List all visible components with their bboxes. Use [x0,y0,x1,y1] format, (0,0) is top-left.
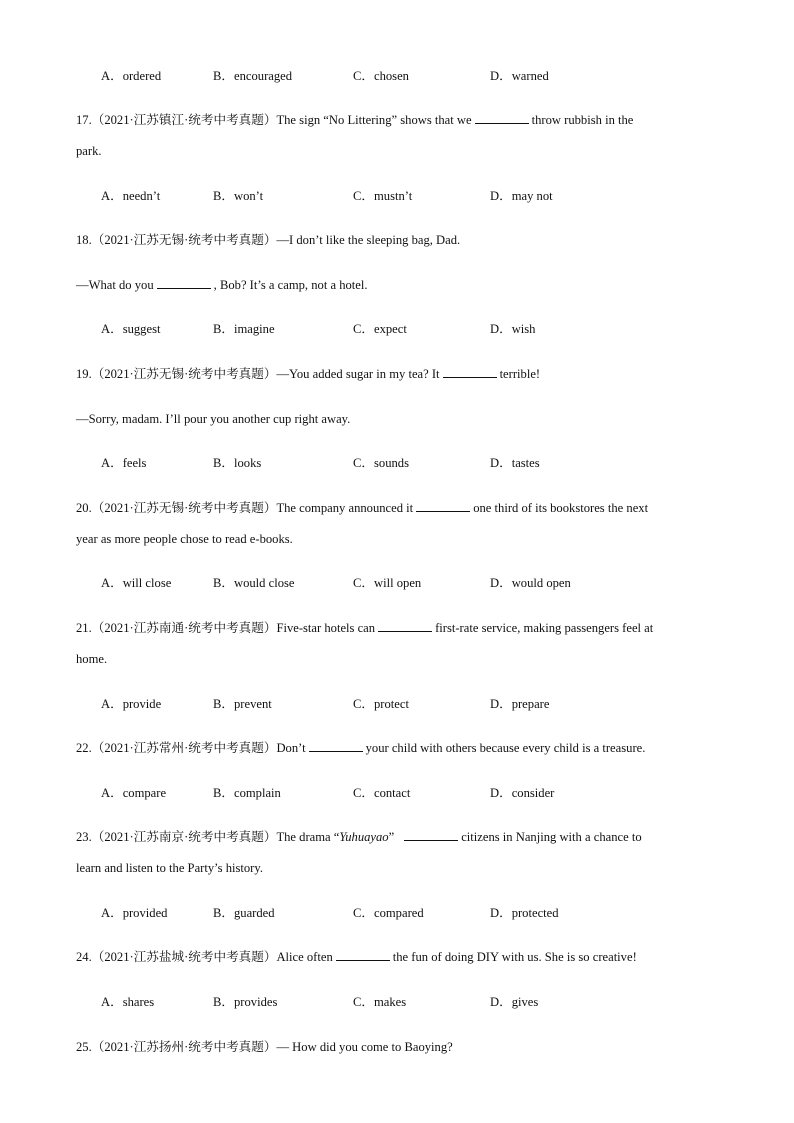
option-c: C．will open [353,576,422,590]
question-18-line2: —What do you , Bob? It’s a camp, not a hotel. [76,278,368,292]
question-17-stem-cont: park. [76,144,102,158]
option-d: D．prepare [490,697,550,711]
question-23-options [0,905,794,921]
option-d: D．protected [490,906,559,920]
option-b: B．encouraged [213,69,293,83]
option-b: B．won’t [213,189,264,203]
option-c: C．contact [353,786,411,800]
answer-blank [416,500,470,512]
question-19-options [0,455,794,471]
option-c: C．protect [353,697,409,711]
question-24-options [0,994,794,1010]
option-a: A．provide [101,697,162,711]
question-23-stem: 23.（2021·江苏南京·统考中考真题）The drama “Yuhuayao” citizens in Nanjing with a chance to [76,830,642,844]
question-21-stem: 21.（2021·江苏南通·统考中考真题）Five-star hotels can first-rate service, making passengers feel at [76,621,654,635]
question-23-stem-cont: learn and listen to the Party’s history. [76,861,264,875]
question-21-options [0,696,794,712]
option-b: B．guarded [213,906,275,920]
option-d: D．may not [490,189,553,203]
option-c: C．sounds [353,456,409,470]
option-c: C．expect [353,322,407,336]
question-22-stem: 22.（2021·江苏常州·统考中考真题）Don’t your child with others because every child is a treasure. [76,741,646,755]
option-b: B．prevent [213,697,272,711]
question-17-stem: 17.（2021·江苏镇江·统考中考真题）The sign “No Littering” shows that we throw rubbish in the [76,113,634,127]
answer-blank [443,366,497,378]
question-19-stem: 19.（2021·江苏无锡·统考中考真题）—You added sugar in my tea? It terrible! [76,367,541,381]
option-a: A．compare [101,786,167,800]
option-b: B．would close [213,576,295,590]
option-a: A．shares [101,995,155,1009]
option-d: D．consider [490,786,555,800]
question-16-options [0,68,794,84]
question-24-stem: 24.（2021·江苏盐城·统考中考真题）Alice often the fun of doing DIY with us. She is so creative! [76,950,637,964]
option-a: A．will close [101,576,172,590]
question-17-options [0,188,794,204]
answer-blank [475,112,529,124]
option-a: A．ordered [101,69,162,83]
option-d: D．gives [490,995,539,1009]
question-25-stem: 25.（2021·江苏扬州·统考中考真题）— How did you come to Baoying? [76,1040,453,1054]
question-22-options [0,785,794,801]
option-d: D．warned [490,69,549,83]
option-a: A．feels [101,456,147,470]
answer-blank [404,829,458,841]
answer-blank [378,620,432,632]
option-d: D．would open [490,576,571,590]
question-18-stem: 18.（2021·江苏无锡·统考中考真题）—I don’t like the sleeping bag, Dad. [76,233,461,247]
question-18-options [0,321,794,337]
option-b: B．imagine [213,322,275,336]
option-b: B．looks [213,456,262,470]
question-19-line2: —Sorry, madam. I’ll pour you another cup right away. [76,412,351,426]
option-d: D．tastes [490,456,540,470]
drama-title: Yuhuayao [339,830,389,844]
option-c: C．makes [353,995,407,1009]
option-d: D．wish [490,322,536,336]
option-a: A．needn’t [101,189,161,203]
option-a: A．suggest [101,322,161,336]
answer-blank [157,277,211,289]
option-b: B．complain [213,786,281,800]
option-c: C．compared [353,906,424,920]
question-20-stem-cont: year as more people chose to read e-books. [76,532,293,546]
answer-blank [309,740,363,752]
question-21-stem-cont: home. [76,652,108,666]
option-b: B．provides [213,995,278,1009]
option-c: C．chosen [353,69,409,83]
answer-blank [336,949,390,961]
option-c: C．mustn’t [353,189,413,203]
option-a: A．provided [101,906,168,920]
question-20-stem: 20.（2021·江苏无锡·统考中考真题）The company announced it one third of its bookstores the next [76,501,649,515]
question-20-options [0,575,794,591]
